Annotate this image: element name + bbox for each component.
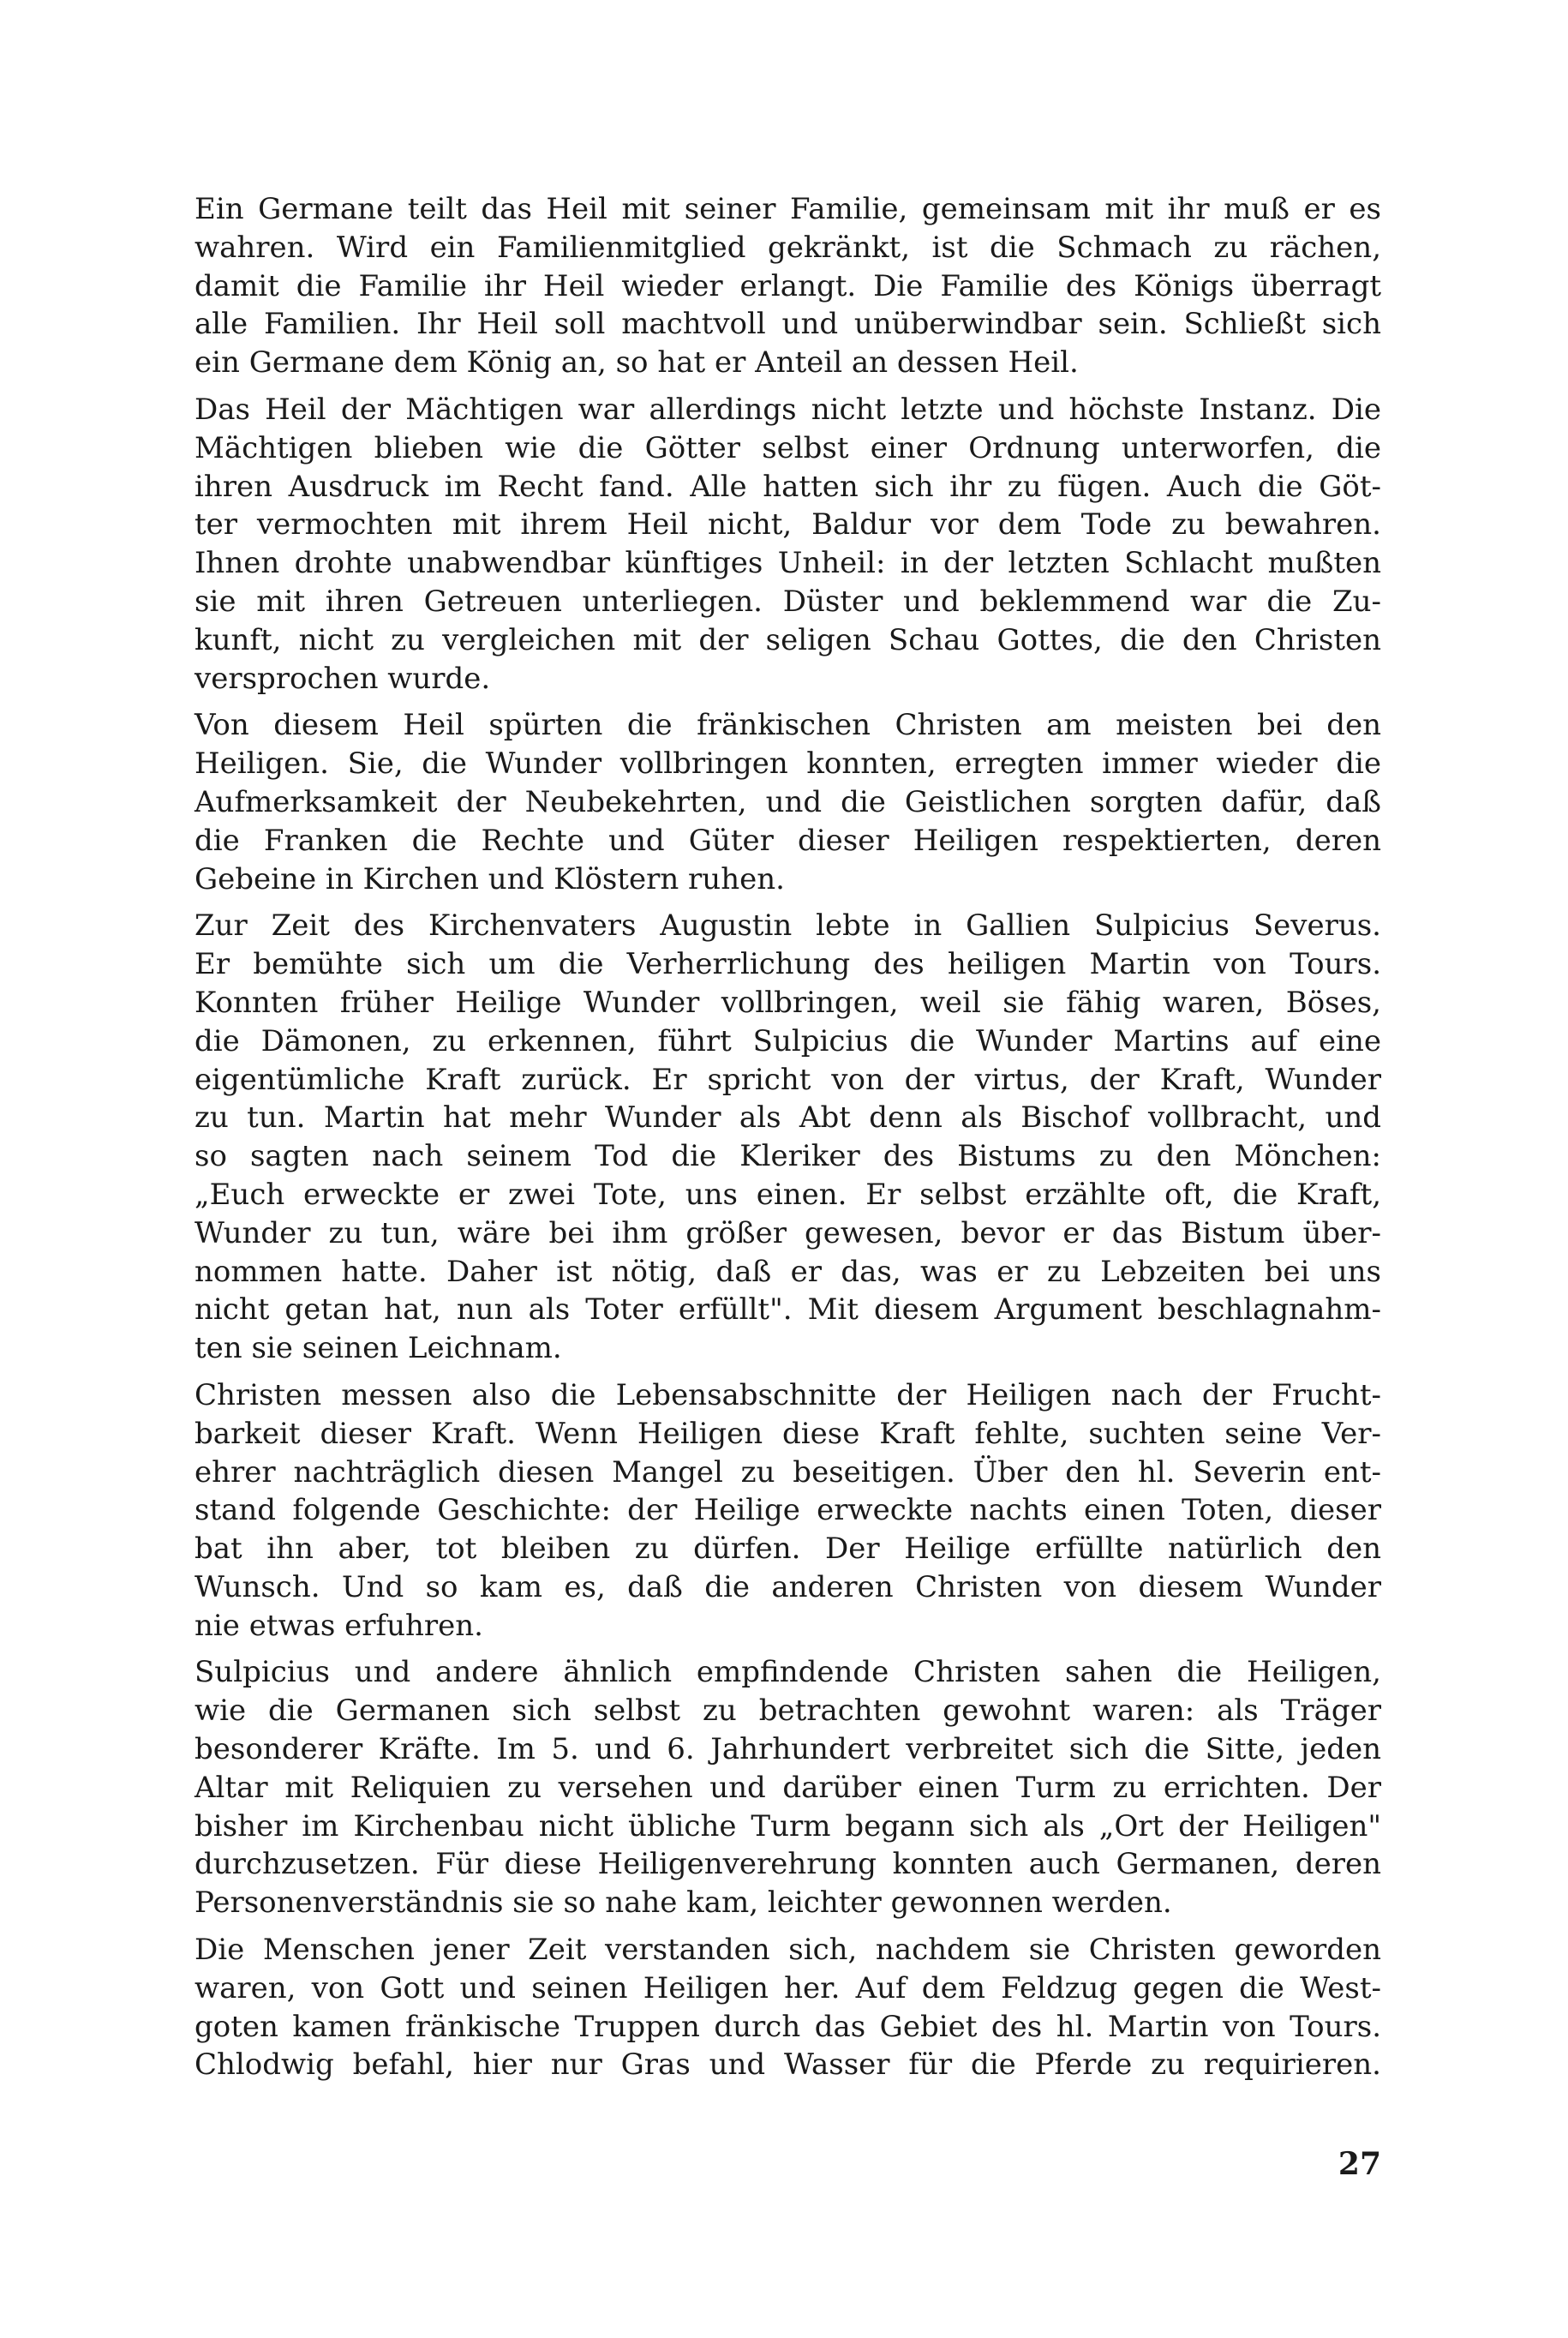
- text-line: nommen hatte. Daher ist nötig, daß er das, was er zu Lebzeiten bei uns: [195, 1254, 1381, 1289]
- text-line: goten kamen fränkische Truppen durch das Gebiet des hl. Martin von Tours.: [195, 2009, 1381, 2044]
- paragraph: [195, 706, 1381, 898]
- text-line: „Euch erweckte er zwei Tote, uns einen. Er selbst erzählte oft, die Kraft,: [195, 1177, 1381, 1212]
- paragraph: [195, 1653, 1381, 1922]
- text-line: ehrer nachträglich diesen Mangel zu beseitigen. Über den hl. Severin ent-: [195, 1454, 1381, 1490]
- text-line: Ein Germane teilt das Heil mit seiner Familie, gemeinsam mit ihr muß er es: [195, 192, 1381, 226]
- page-body: [195, 190, 1381, 2093]
- paragraph: [195, 190, 1381, 382]
- text-line: ihren Ausdruck im Recht fand. Alle hatten sich ihr zu fügen. Auch die Göt-: [195, 469, 1381, 504]
- text-line: barkeit dieser Kraft. Wenn Heiligen diese Kraft fehlte, suchten seine Ver-: [195, 1416, 1381, 1451]
- text-line: Personenverständnis sie so nahe kam, leichter gewonnen werden.: [195, 1885, 1172, 1921]
- text-line: Sulpicius und andere ähnlich empfindende Christen sahen die Heiligen,: [195, 1655, 1381, 1690]
- text-line: ter vermochten mit ihrem Heil nicht, Baldur vor dem Tode zu bewahren.: [195, 507, 1381, 543]
- text-line: nicht getan hat, nun als Toter erfüllt". Mit diesem Argument beschlagnahm-: [195, 1292, 1381, 1328]
- text-line: Konnten früher Heilige Wunder vollbringen, weil sie fähig waren, Böses,: [195, 985, 1381, 1020]
- text-line: Chlodwig befahl, hier nur Gras und Wasser für die Pferde zu requirieren.: [195, 2047, 1381, 2083]
- text-line: versprochen wurde.: [195, 661, 491, 696]
- text-line: wahren. Wird ein Familienmitglied gekränkt, ist die Schmach zu rächen,: [195, 230, 1381, 265]
- text-line: besonderer Kräfte. Im 5. und 6. Jahrhundert verbreitet sich die Sitte, jeden: [195, 1732, 1381, 1767]
- text-line: Die Menschen jener Zeit verstanden sich, nachdem sie Christen geworden: [195, 1933, 1381, 1968]
- text-line: die Dämonen, zu erkennen, führt Sulpicius die Wunder Martins auf eine: [195, 1023, 1381, 1058]
- text-line: so sagten nach seinem Tod die Kleriker des Bistums zu den Mönchen:: [195, 1139, 1381, 1174]
- text-line: alle Familien. Ihr Heil soll machtvoll und unüberwindbar sein. Schließt sich: [195, 307, 1381, 342]
- text-line: bisher im Kirchenbau nicht übliche Turm begann sich als „Ort der Heiligen": [195, 1808, 1381, 1843]
- paragraph: [195, 907, 1381, 1368]
- text-line: Mächtigen blieben wie die Götter selbst einer Ordnung unterworfen, die: [195, 430, 1381, 465]
- text-line: Christen messen also die Lebensabschnitte der Heiligen nach der Frucht-: [195, 1377, 1381, 1412]
- text-line: Altar mit Reliquien zu versehen und darüber einen Turm zu errichten. Der: [195, 1770, 1381, 1805]
- paragraph: [195, 1931, 1381, 2084]
- text-line: Ihnen drohte unabwendbar künftiges Unheil: in der letzten Schlacht mußten: [195, 546, 1381, 581]
- text-line: die Franken die Rechte und Güter dieser Heiligen respektierten, deren: [195, 823, 1381, 858]
- text-line: stand folgende Geschichte: der Heilige erweckte nachts einen Toten, dieser: [195, 1493, 1381, 1528]
- text-line: Von diesem Heil spürten die fränkischen Christen am meisten bei den: [195, 708, 1381, 743]
- paragraph: [195, 1376, 1381, 1646]
- text-line: Wunder zu tun, wäre bei ihm größer gewesen, bevor er das Bistum über-: [195, 1215, 1381, 1250]
- text-line: durchzusetzen. Für diese Heiligenverehrung konnten auch Germanen, deren: [195, 1847, 1381, 1882]
- text-line: nie etwas erfuhren.: [195, 1608, 483, 1643]
- text-line: bat ihn aber, tot bleiben zu dürfen. Der Heilige erfüllte natürlich den: [195, 1532, 1381, 1567]
- text-line: ten sie seinen Leichnam.: [195, 1331, 562, 1366]
- text-line: Gebeine in Kirchen und Klöstern ruhen.: [195, 861, 785, 896]
- text-line: Er bemühte sich um die Verherrlichung des heiligen Martin von Tours.: [195, 947, 1381, 982]
- text-line: wie die Germanen sich selbst zu betrachten gewohnt waren: als Träger: [195, 1694, 1381, 1729]
- text-line: kunft, nicht zu vergleichen mit der seligen Schau Gottes, die den Christen: [195, 622, 1381, 657]
- text-line: sie mit ihren Getreuen unterliegen. Düster und beklemmend war die Zu-: [195, 584, 1381, 619]
- text-line: Wunsch. Und so kam es, daß die anderen Christen von diesem Wunder: [195, 1569, 1381, 1604]
- text-line: zu tun. Martin hat mehr Wunder als Abt denn als Bischof vollbracht, und: [195, 1100, 1381, 1136]
- paragraph: [195, 391, 1381, 698]
- text-line: Heiligen. Sie, die Wunder vollbringen konnten, erregten immer wieder die: [195, 746, 1381, 782]
- text-line: damit die Familie ihr Heil wieder erlangt. Die Familie des Königs überragt: [195, 268, 1381, 303]
- text-line: Zur Zeit des Kirchenvaters Augustin lebte in Gallien Sulpicius Severus.: [195, 908, 1381, 944]
- text-line: ein Germane dem König an, so hat er Anteil an dessen Heil.: [195, 345, 1079, 381]
- page-number: 27: [1338, 2146, 1381, 2182]
- text-line: waren, von Gott und seinen Heiligen her. Auf dem Feldzug gegen die West-: [195, 1970, 1381, 2005]
- text-line: Das Heil der Mächtigen war allerdings nicht letzte und höchste Instanz. Die: [195, 392, 1381, 427]
- text-line: Aufmerksamkeit der Neubekehrten, und die Geistlichen sorgten dafür, daß: [195, 784, 1381, 819]
- text-line: eigentümliche Kraft zurück. Er spricht von der virtus, der Kraft, Wunder: [195, 1062, 1381, 1097]
